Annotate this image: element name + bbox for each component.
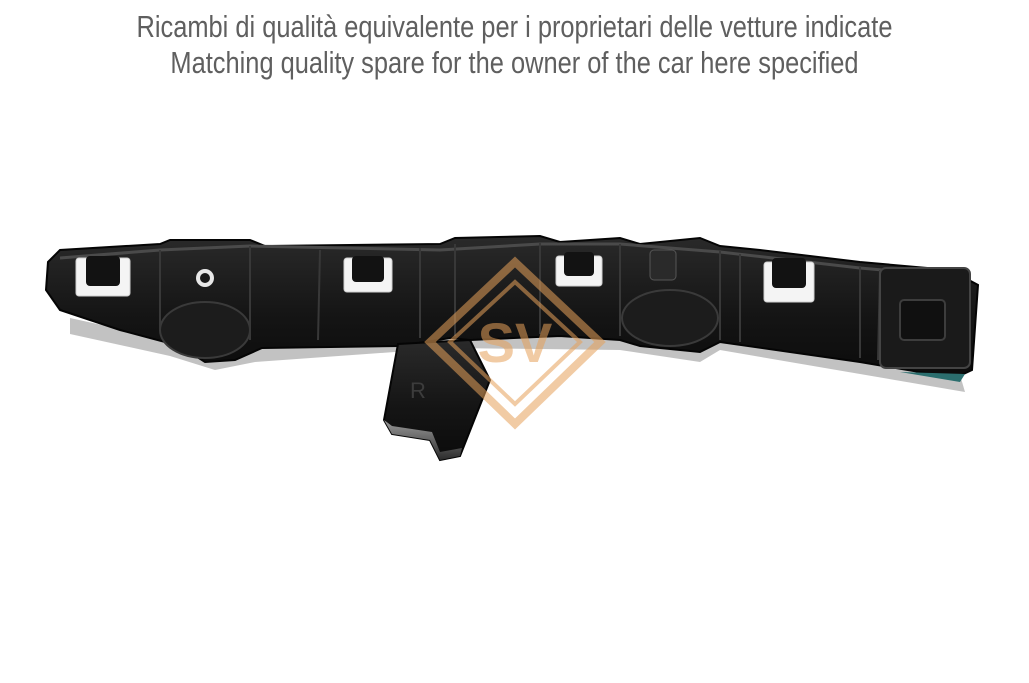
- caption-italian: Ricambi di qualità equivalente per i proprietari delle vetture indicate: [136, 9, 893, 44]
- bracket-leg: [384, 340, 490, 460]
- caption-english: Matching quality spare for the owner of the car here specified: [170, 45, 859, 80]
- part-marking: R: [410, 378, 426, 403]
- watermark-text: SV: [477, 311, 553, 374]
